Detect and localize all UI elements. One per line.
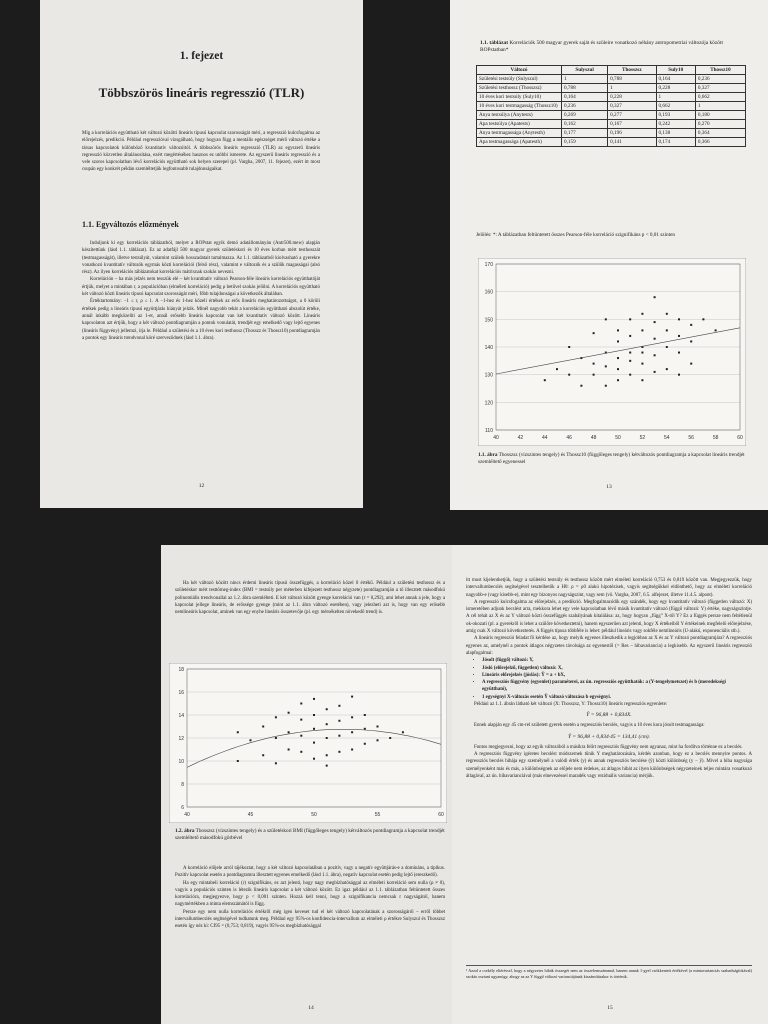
table-cell: Apa testsúlya (Apatests) <box>477 120 562 129</box>
data-point <box>556 368 558 370</box>
data-point <box>338 751 340 753</box>
table-cell: Apa testmagassága (Apatesth) <box>477 138 562 147</box>
table-row <box>477 111 746 120</box>
table-row <box>477 138 746 147</box>
table-cell: 0,236 <box>562 102 608 111</box>
table-cell: 0,364 <box>695 129 745 138</box>
y-tick-label: 130 <box>484 372 493 379</box>
y-tick-label: 10 <box>178 759 184 765</box>
table-cell: 0,327 <box>608 102 656 111</box>
x-tick-label: 50 <box>615 435 621 441</box>
data-point <box>654 354 656 356</box>
table-cell: 0,269 <box>562 111 608 120</box>
data-point <box>377 739 379 741</box>
bullet-item: • 1 egységnyi X-változás esetén Ŷ változó változása b egységnyi. <box>482 694 752 701</box>
table-cell: 0,228 <box>608 93 656 102</box>
data-point <box>313 728 315 730</box>
paragraph: Ennek alapján egy 45 cm-rel született gyerek esetén a regressziós becslés, vagyis a 10 éves kora jósolt testmagassága: <box>474 723 705 729</box>
table-cell: 0,174 <box>656 138 695 147</box>
y-tick-label: 110 <box>485 428 493 434</box>
data-point <box>654 371 656 373</box>
page-12 <box>40 0 363 508</box>
figure-caption-label: 1.2. ábra <box>175 828 195 834</box>
data-point <box>654 296 656 298</box>
paragraph: Korreláción – ha más jelzés nem tesszük elé – két kvantitatív változó Pearson-féle lineáris korrelációs együtthatóját értjük, melyet a mintában r, a populációban (elméleti korreláció) pedig ρ betűvel szokás jelölni. A korrelációs együttható két változó közti lineáris típusú kapcsolat szorosságát méri, főbb tulajdonságai a következők általában. <box>82 277 320 298</box>
table-cell: 0,788 <box>562 84 608 93</box>
paragraph: A regressziós függvény igéretes becslést módszernek tűnik Y meghatározására, kérdés azonban, hogy ez a becslés mennyire pontos. A regressziós becslés hibája egy személynél a valódi érték (y) és annak regressziós becslése (ŷ) közti különbség (y − ŷ). Mivel a hiba nagysága személyenként más és más, a különbségnek az előjele nem érdekes, az átlagos hibát az ilyen különbségek négyzeteinek teljes mintára vonatkozó átlagával, az ún. hibavarianciával (más elnevezéssel maradék vagy reziduális variancia) mérjük. <box>466 751 752 779</box>
table-cell: Anya testmagassága (Anytesth) <box>477 129 562 138</box>
x-tick-label: 46 <box>566 435 572 441</box>
data-point <box>629 352 631 354</box>
data-point <box>605 385 607 387</box>
data-point <box>593 332 595 334</box>
table-cell: 0,327 <box>695 84 745 93</box>
data-point <box>288 749 290 751</box>
data-point <box>389 737 391 739</box>
data-point <box>351 731 353 733</box>
table-header-cell: Thosszsz <box>608 66 656 75</box>
x-tick-label: 45 <box>247 812 254 818</box>
page-number: 15 <box>607 1005 613 1011</box>
data-point <box>351 716 353 718</box>
figure-caption-label: 1.1. ábra <box>478 452 498 458</box>
scatter-chart-1 <box>478 258 746 446</box>
table-cell: 10 éves kori testsúly (Suly10) <box>477 93 562 102</box>
chapter-title: Többszörös lineáris regresszió (TLR) <box>98 85 305 100</box>
paragraph: A regresszió kulcsfogalma az előrejelzés, a predikció. Megfogalmazódik egy szándék, hogy egy kvantitatív változó (független változó: X) ismeretében adjunk becslést arra, mekkora lehet egy vele kapcsolatban lévő másik kvantitatív változó (függő változó: Y) értéke, nagyságszintje. A cél tehát az X és az Y változó közti összefüggés szabályának kitalálása: az, hogy hogyan „függ” X-től Y? Ez a függés persze nem feltétlenül ok-okozati (pl. a gyerekről is lehet a szülőre következtetni), hanem egyszerűen azt jelenti, hogy X értékeiből Y értékeinek megfelelő előrejelzése, amíg csak X változó következtetés. A függés típusa többféle is lehet: például lineáris vagy sokféle nemlineáris (U-alakú, exponenciális stb.). <box>466 599 752 635</box>
data-point <box>326 737 328 739</box>
data-point <box>617 329 619 331</box>
x-tick-label: 44 <box>542 435 548 441</box>
data-point <box>629 360 631 362</box>
paragraph: Ha egy mintabeli korreláció (r) szignifikáns, ez azt jelenti, hogy nagy megbízhatósággal az elméleti korreláció sem nulla (ρ ≠ 0), vagyis a populációs szinten is létezik lineáris kapcsolat a két változó között. Ez igaz például az 1.1. táblázatban feltüntetett összes korrelációra, megjegyezve, hogy p < 0,001 szinten. Hozzá kell tenni, hogy a szignifikancia nemcsak r nagyságától, hanem nagymértékben a minta elemszámától is függ. <box>175 880 445 908</box>
bullet-item: • Lineáris előrejelzés (jóslás): Ŷ = a + bX, <box>482 672 752 679</box>
data-point <box>641 352 643 354</box>
data-point <box>617 368 619 370</box>
data-point <box>702 318 704 320</box>
data-point <box>326 765 328 767</box>
data-point <box>288 731 290 733</box>
data-point <box>666 313 668 315</box>
table-cell: 0,270 <box>695 120 745 129</box>
table-cell: 0,662 <box>656 102 695 111</box>
figure-caption: Thosszsz (vízszintes tengely) és Thossz10 (függőleges tengely) kétváltozós pontdiagramja a kapcsolat lineáris trendjét szemléltető egyenessel <box>478 452 745 465</box>
data-point <box>568 374 570 376</box>
table-cell: 0,159 <box>562 138 608 147</box>
paragraph: A korreláció előjele arról tájékoztat, hogy a két változó kapcsolatában a pozitív, vagy a negatív együttjárás-e a domináns, a tipikus. Pozitív kapcsolat esetén a pontdiagramra illesztett egyenes emelkedő (lásd 1.1. ábra), negatív kapcsolat esetén pedig lejtő (ereszkedő). <box>175 866 445 879</box>
table-header-cell: Thossz10 <box>695 66 745 75</box>
x-tick-label: 52 <box>639 435 646 441</box>
data-point <box>580 385 582 387</box>
table-cell: 0,236 <box>695 75 745 84</box>
paragraph: itt most kijelenthetjük, hogy a születési testsúly és testhossz között mért elméleti korreláció 0,753 és 0,819 között van. Megjegyezzük, hogy intervallumbecslés segítségével tesztelhetők a H0: ρ = ρ0 alakú hipotézisek, vagyis segítségükkel eldönthető, hogy az elméleti korreláció nagyobb-e (vagy kisebb-e), mint egy bizonyos nagyságszint, vagy sem (vö. Vargha, 2007, 6.5. alfejezet, illetve 11.4.5. alpont). <box>466 578 752 598</box>
table-cell: 0,138 <box>656 129 695 138</box>
page-number: 12 <box>198 483 205 489</box>
x-tick-label: 40 <box>184 812 190 818</box>
table-cell: 0,196 <box>608 129 656 138</box>
table-cell: 0,164 <box>562 93 608 102</box>
y-tick-label: 140 <box>484 345 493 351</box>
data-point <box>250 739 252 741</box>
table-note: Jelölés: *: A táblázatban feltüntetett összes Pearson-féle korreláció szignifikáns p < 0,01 szinten <box>476 232 675 238</box>
correlation-table <box>476 65 746 147</box>
table-header-cell: Változó <box>477 66 562 75</box>
data-point <box>617 357 619 359</box>
x-tick-label: 60 <box>438 812 444 818</box>
data-point <box>262 726 264 728</box>
table-caption-label: 1.1. táblázat <box>480 40 508 46</box>
figure-caption: Thosszsz (vízszintes tengely) és a születéskori BMI (függőleges tengely) kétváltozós pontdiagramja a kapcsolat trendjét szemléltető másodfokú görbével <box>175 828 445 841</box>
table-cell: Anya testsúlya (Anytests) <box>477 111 562 120</box>
data-point <box>629 374 631 376</box>
data-point <box>338 720 340 722</box>
data-point <box>654 321 656 323</box>
bullet-item: • A regressziós függvény (egyenlet) paraméterei, az ún. regressziós együtthatók: a (Y-tengelymetszet) és b (meredekségi együttható), <box>482 679 752 694</box>
data-point <box>275 716 277 718</box>
paragraph: Fontos megjegyezni, hogy az egyik változóból a másikra felírt regressziós függvény nem ugyanaz, mint ha fordítva történne ez a becslés. <box>474 744 743 750</box>
page-14 <box>161 545 461 1024</box>
table-row <box>477 129 746 138</box>
data-point <box>326 708 328 710</box>
table-cell: Születési testsúly (Sulyszul) <box>477 75 562 84</box>
data-point <box>402 731 404 733</box>
paragraph: Persze egy nem nulla korrelációs értékről még igen keveset tud el két változó kapcsolatának a szorosságáról – erről többet intervallumbecslés segítségével tudhatunk meg. Például egy 95%-os konfidencia-intervallum az elméleti ρ értékre Sulyszul és Thosszsz esetén így néz ki: CI95 = (0,753; 0,819), vagyis 95%-os megbízhatósággal <box>175 909 445 930</box>
data-point <box>605 365 607 367</box>
data-point <box>326 723 328 725</box>
table-cell: 0,164 <box>656 75 695 84</box>
y-tick-label: 12 <box>178 736 184 742</box>
x-tick-label: 50 <box>311 812 317 818</box>
paragraph: Induljunk ki egy korrelációs táblázatból, melyet a ROPstat egyik demó adatállományán (Antr500.mew) alapján készítettünk (lásd 1.1. táblázat). Ez az adatfájl 500 magyar gyerek születéskori és 10 éves korban mért testhosszát (testmagasságát), illetve testsúlyát, valamint szüleik hosszadatait tartalmazza. Az 1.1. táblázatból kiolvasható a gyerekre vonatkozó kvantitatív változók egymás közti korrelációi (felső rész), valamint e változók és a szülők magasságai (alsó rész). Az ilyen korrelációs táblázatokat korrelációs mátrixnak szokás nevezni. <box>82 241 320 276</box>
data-point <box>629 335 631 337</box>
x-tick-label: 58 <box>712 435 719 441</box>
page-13 <box>450 0 768 510</box>
data-point <box>364 728 366 730</box>
paragraph: Értéktartomány: −1 ≤ r, ρ ≤ 1. A −1-hez és 1-hez közeli értékek az erős lineáris meghatározottságot, a 0 körüli értékek pedig a lineáris típusú együttjárás hiányát jelzik. Minél nagyobb tehát a korrelációs együttható abszolút értéke, annál inkább megközelíti az 1-et, annál erősebb lineáris kapcsolat van két kvantitatív változó között. Lineáris kapcsolaton azt értjük, hogy a két változó pontdiagramján a pontok vonulatát, trendjét egy emelkedő vagy lejtő egyenes (lineáris függvény) jellemzi, írja le. Például a születési és a 10 éves kori testhossz (Thosszz és Thossz10) pontdiagramján a pontok egy lineáris trendvonal köré szerveződnek (lásd 1.1. ábra). <box>82 299 320 341</box>
table-cell: 0,228 <box>656 84 695 93</box>
chapter-heading: 1. fejezet <box>179 50 224 62</box>
table-cell: 0,167 <box>608 120 656 129</box>
table-row <box>477 84 746 93</box>
table-row <box>477 120 746 129</box>
table-caption: Korrelációk 500 magyar gyerek saját és szüleire vonatkozó néhány antropometriai változója között ROPstatban* <box>480 40 723 53</box>
x-tick-label: 55 <box>374 812 381 818</box>
y-tick-label: 160 <box>484 289 493 296</box>
data-point <box>237 760 239 762</box>
data-point <box>300 703 302 705</box>
data-point <box>715 329 717 331</box>
data-point <box>288 712 290 714</box>
data-point <box>300 735 302 737</box>
data-point <box>666 346 668 348</box>
data-point <box>690 340 692 342</box>
table-cell: 10 éves kori testmagasság (Thossz10) <box>477 102 562 111</box>
data-point <box>641 313 643 315</box>
table-row <box>477 75 746 84</box>
table-cell: 0,177 <box>562 129 608 138</box>
section-heading: 1.1. Egyváltozós előzmények <box>82 220 179 229</box>
data-point <box>377 726 379 728</box>
bullet-item: • Jósló (előrejelző, független) változó: X, <box>482 665 752 672</box>
table-cell: 0,162 <box>562 120 608 129</box>
table-cell: 0,662 <box>695 93 745 102</box>
y-tick-label: 150 <box>484 317 493 324</box>
y-tick-label: 6 <box>181 805 184 811</box>
data-point <box>313 714 315 716</box>
x-tick-label: 56 <box>688 435 694 441</box>
data-point <box>544 379 546 381</box>
table-cell: 1 <box>608 84 656 93</box>
data-point <box>678 352 680 354</box>
data-point <box>351 696 353 698</box>
data-point <box>351 749 353 751</box>
data-point <box>593 363 595 365</box>
data-point <box>275 762 277 764</box>
table-row <box>477 93 746 102</box>
intro-paragraph: Míg a korrelációs együttható két változó közötti lineáris típusú kapcsolat szorosságát méri, a regresszió kulcsfogalma az előrejelzés, predikció. Például regresszióval vizsgálható, hogy hogyan függ a mentális egészséget mérő változó értéke a társas kapcsolatok különböző kvantitatív változóitól. A többszörös lineáris regresszió (TLR) az egyszerű lineáris regresszió közvetlen általánosítása, ezért megértéséhez hasznos ez utóbbi ismerete. Az egyszerű lineáris regresszió és a vele szoros kapcsolatban lévő korrelációs együttható sok helyen szerepel (pl. Vargha, 2007, 11. fejezet), ezért itt most csupán egy konkrét példán szemléltetjük legfontosabb tulajdonságaikat. <box>82 131 320 173</box>
table-row <box>477 102 746 111</box>
data-point <box>605 318 607 320</box>
data-point <box>593 374 595 376</box>
y-tick-label: 8 <box>181 782 184 788</box>
x-tick-label: 42 <box>517 435 524 441</box>
data-point <box>364 743 366 745</box>
data-point <box>641 379 643 381</box>
paragraph: A lineáris regresszió feladat fő kérdése az, hogy melyik egyenes illeszkedik a legjobban az X és az Y változó pontdiagramjára? A regressziós egyenes az, amelynél a pontok átlagos négyzetes távolsága az egyenestől (= Res – hibavariancia) a legkisebb. Az egyszerű lineáris regresszió alapfogalmai: <box>466 636 752 656</box>
data-point <box>629 318 631 320</box>
data-point <box>364 714 366 716</box>
data-point <box>338 705 340 707</box>
y-tick-label: 18 <box>178 667 184 673</box>
table-cell: 0,788 <box>608 75 656 84</box>
paragraph: Ha két változó között nincs érdemi lineáris típusú összefüggés, a korreláció közel 0 értékű. Például a születési testhossz és a születéskor mért testtömeg-index (BMI = testsúly per méterben kifejezett testhossz négyzete) pontdiagramján a tő illesztett másodfokú polinomiális trendvonallal az 1.2. ábra szemlélteti. E két változó között gyenge korreláció van (r = 0,292), ami lehet annak a jele, hogy a kapcsolat jellege lineáris, de erőssége gyenge (mint az 1.1. ábra változó esetében), vagy jelezheti azt is, hogy van egy erősebb nemlineáris kapcsolat, aminek van egy enyhe lineáris összetevője (pl. egy mérsékelten növekedő trend) is. <box>175 581 445 616</box>
y-tick-label: 120 <box>484 400 493 407</box>
bullet-list <box>466 657 752 701</box>
x-tick-label: 40 <box>493 435 499 441</box>
table-cell: Születési testhossz (Thosszsz) <box>477 84 562 93</box>
table-cell: 0,193 <box>656 111 695 120</box>
data-point <box>641 329 643 331</box>
scatter-chart-2 <box>169 663 447 823</box>
data-point <box>568 346 570 348</box>
y-tick-label: 16 <box>178 690 184 696</box>
x-tick-label: 48 <box>590 435 597 441</box>
y-tick-label: 170 <box>484 262 493 268</box>
data-point <box>654 338 656 340</box>
footnote: ¹ Azzal a csekély eltéréssel, hogy a négyzetes hibák összegét nem az összelemszámmal, hanem annak 1-gyel csökkentett értékével (a mintavarianciás szabadságfokával) szokás osztani ugyanúgy, ahogy az az Y függő változó varianciájának kiszámításakor is történik. <box>466 965 752 979</box>
table-cell: 1 <box>562 75 608 84</box>
data-point <box>313 758 315 760</box>
table-header-cell: Suly10 <box>656 66 695 75</box>
bullet-item: • Jósolt (függő) változó: Y, <box>482 657 752 664</box>
table-cell: 0,242 <box>656 120 695 129</box>
table-cell: 0,180 <box>695 111 745 120</box>
data-point <box>666 368 668 370</box>
data-point <box>262 754 264 756</box>
table-cell: 1 <box>656 93 695 102</box>
data-point <box>678 335 680 337</box>
data-point <box>300 751 302 753</box>
data-point <box>300 719 302 721</box>
data-point <box>666 329 668 331</box>
table-cell: 0,277 <box>608 111 656 120</box>
data-point <box>313 742 315 744</box>
y-tick-label: 14 <box>178 713 184 719</box>
data-point <box>678 374 680 376</box>
chart-frame <box>169 663 447 823</box>
data-point <box>338 735 340 737</box>
data-point <box>326 754 328 756</box>
paragraph: Például az 1.1. ábrán látható két változó (X: Thosszsz, Y: Thossz10) lineáris regressziós egyenlete: <box>474 702 668 708</box>
data-point <box>313 698 315 700</box>
data-point <box>690 324 692 326</box>
table-header-cell: Sulyszul <box>562 66 608 75</box>
data-point <box>275 737 277 739</box>
data-point <box>237 731 239 733</box>
data-point <box>617 379 619 381</box>
equation: Ŷ = 96,88 + 0,834·45 = 134,41 (cm). <box>567 733 651 740</box>
data-point <box>678 318 680 320</box>
x-tick-label: 60 <box>737 435 743 441</box>
table-cell: 1 <box>695 102 745 111</box>
table-cell: 0,366 <box>695 138 745 147</box>
page-15 <box>452 545 768 1024</box>
data-point <box>690 363 692 365</box>
equation: Ŷ = 96,88 + 0,834X. <box>586 712 632 719</box>
page-number: 14 <box>308 1005 314 1011</box>
page-number: 13 <box>606 484 612 490</box>
x-tick-label: 54 <box>664 435 670 441</box>
data-point <box>641 363 643 365</box>
table-cell: 0,141 <box>608 138 656 147</box>
data-point <box>617 340 619 342</box>
